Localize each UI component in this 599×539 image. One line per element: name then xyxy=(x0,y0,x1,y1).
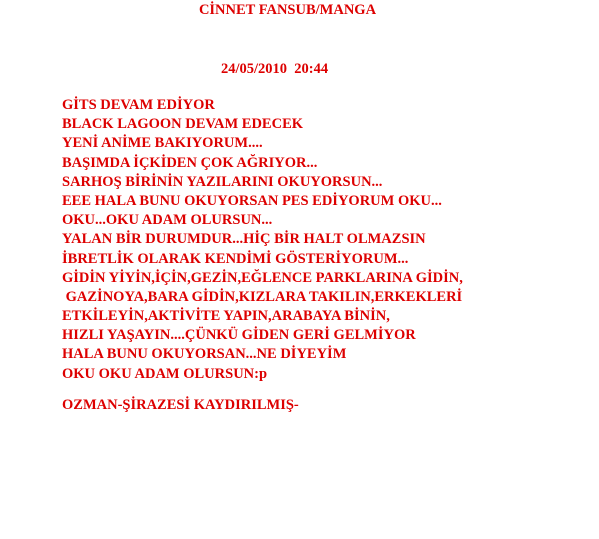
body-line: EEE HALA BUNU OKUYORSAN PES EDİYORUM OKU... xyxy=(62,192,442,209)
body-line: HALA BUNU OKUYORSAN...NE DİYEYİM xyxy=(62,346,347,363)
document-body xyxy=(62,96,463,384)
body-line: SARHOŞ BİRİNİN YAZILARINI OKUYORSUN... xyxy=(62,173,383,190)
document-signature: OZMAN-ŞİRAZESİ KAYDIRILMIŞ- xyxy=(62,397,299,413)
document-title-text: CİNNET FANSUB/MANGA xyxy=(198,2,377,18)
body-line: YALAN BİR DURUMDUR...HİÇ BİR HALT OLMAZSIN xyxy=(62,231,426,248)
body-line: BAŞIMDA İÇKİDEN ÇOK AĞRIYOR... xyxy=(62,154,318,171)
body-line: YENİ ANİME BAKIYORUM.... xyxy=(62,135,263,152)
body-line: OKU...OKU ADAM OLURSUN... xyxy=(62,212,273,229)
body-line: HIZLI YAŞAYIN....ÇÜNKÜ GİDEN GERİ GELMİYOR xyxy=(62,327,416,344)
body-line: İBRETLİK OLARAK KENDİMİ GÖSTERİYORUM... xyxy=(62,250,409,267)
body-line: GAZİNOYA,BARA GİDİN,KIZLARA TAKILIN,ERKEKLERİ xyxy=(62,288,463,305)
body-line: ETKİLEYİN,AKTİVİTE YAPIN,ARABAYA BİNİN, xyxy=(62,308,390,325)
document-title xyxy=(0,2,599,19)
body-line: GİTS DEVAM EDİYOR xyxy=(62,97,215,113)
body-line: BLACK LAGOON DEVAM EDECEK xyxy=(62,116,304,133)
body-line: OKU OKU ADAM OLURSUN:p xyxy=(62,365,268,382)
document-date: 24/05/2010 20:44 xyxy=(221,61,329,77)
body-line: GİDİN YİYİN,İÇİN,GEZİN,EĞLENCE PARKLARINA GİDİN, xyxy=(62,269,463,286)
